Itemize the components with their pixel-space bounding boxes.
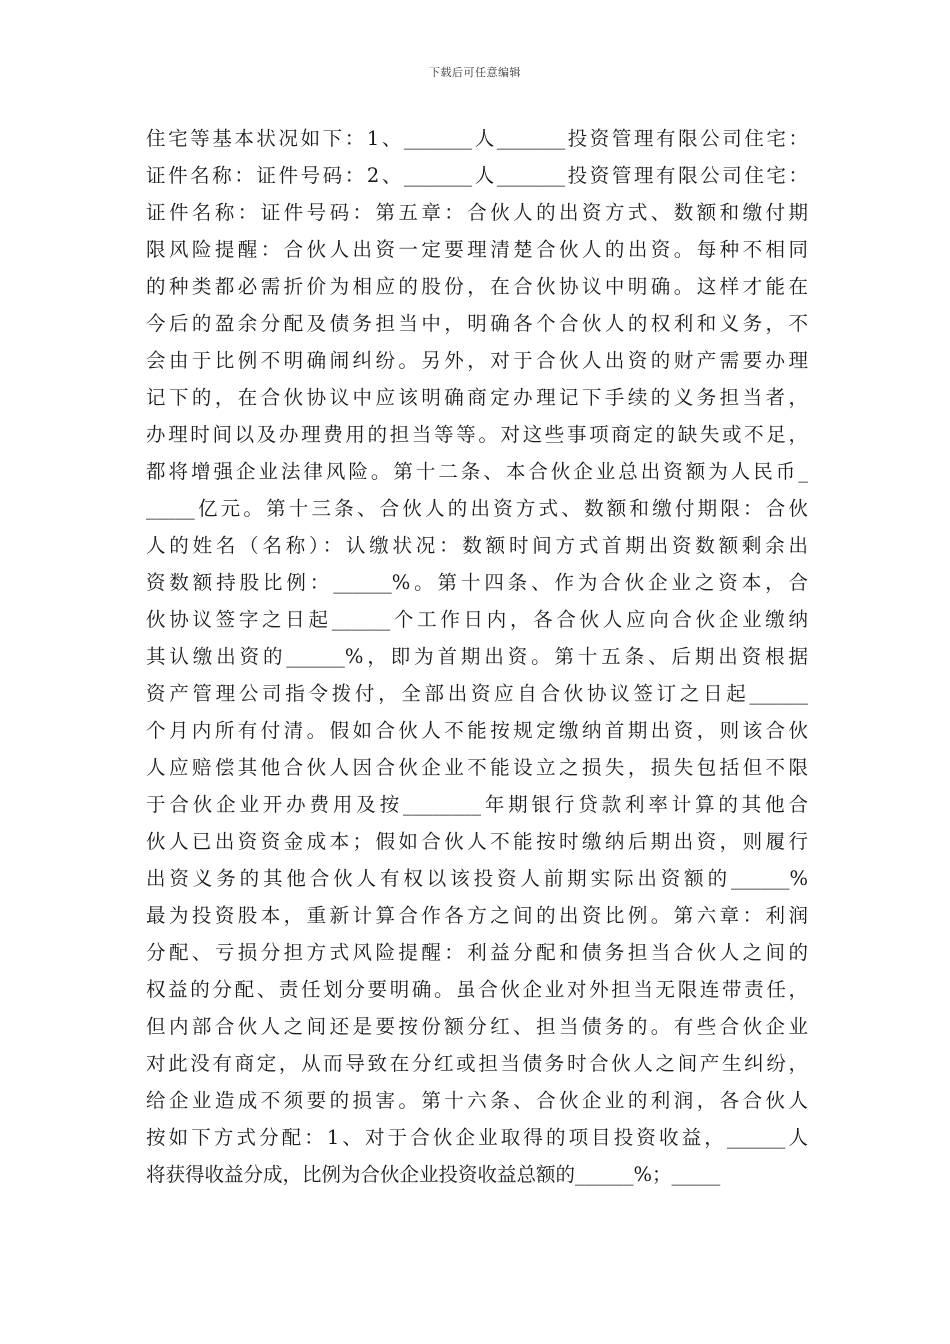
body-line: 于合伙企业开办费用及按________年期银行贷款利率计算的其他合	[146, 793, 808, 816]
body-line: 证件名称：证件号码：2、_______人_______投资管理有限公司住宅：	[146, 164, 808, 187]
body-line: 人的姓名（名称）：认缴状况：数额时间方式首期出资数额剩余出	[146, 534, 808, 557]
body-line: 都将增强企业法律风险。第十二条、本合伙企业总出资额为人民币_	[146, 460, 808, 483]
body-line: 但内部合伙人之间还是要按份额分红、担当债务的。有些合伙企业	[146, 1015, 808, 1038]
body-line: 个月内所有付清。假如合伙人不能按规定缴纳首期出资，则该合伙	[146, 719, 808, 742]
body-line: 伙人已出资资金成本；假如合伙人不能按时缴纳后期出资，则履行	[146, 830, 808, 853]
body-line: 最为投资股本，重新计算合作各方之间的出资比例。第六章：利润	[146, 904, 808, 927]
body-line: 限风险提醒：合伙人出资一定要理清楚合伙人的出资。每种不相同	[146, 238, 808, 261]
body-line: 今后的盈余分配及债务担当中，明确各个合伙人的权利和义务，不	[146, 312, 808, 335]
body-line: 按如下方式分配：1、对于合伙企业取得的项目投资收益，______人	[146, 1126, 808, 1149]
body-line: 证件名称：证件号码：第五章：合伙人的出资方式、数额和缴付期	[146, 201, 808, 224]
body-line: 权益的分配、责任划分要明确。虽合伙企业对外担当无限连带责任，	[146, 978, 808, 1001]
body-line: 住宅等基本状况如下：1、_______人_______投资管理有限公司住宅：	[146, 127, 808, 150]
body-line: 办理时间以及办理费用的担当等等。对这些事项商定的缺失或不足，	[146, 423, 808, 446]
body-line: 资产管理公司指令拨付，全部出资应自合伙协议签订之日起______	[146, 682, 808, 705]
document-body	[146, 120, 808, 1193]
body-line: 将获得收益分成，比例为合伙企业投资收益总额的______%；_____	[146, 1163, 721, 1186]
body-line: 记下的，在合伙协议中应该明确商定办理记下手续的义务担当者，	[146, 386, 808, 409]
body-line: 资数额持股比例：______%。第十四条、作为合伙企业之资本，合	[146, 571, 808, 594]
body-line: 会由于比例不明确闹纠纷。另外，对于合伙人出资的财产需要办理	[146, 349, 808, 372]
body-line: 给企业造成不须要的损害。第十六条、合伙企业的利润，各合伙人	[146, 1089, 808, 1112]
body-line: 出资义务的其他合伙人有权以该投资人前期实际出资额的______%	[146, 867, 808, 890]
body-line: 伙协议签字之日起______个工作日内，各合伙人应向合伙企业缴纳	[146, 608, 808, 631]
page-header: 下载后可任意编辑	[429, 66, 521, 79]
body-line: 的种类都必需折价为相应的股份，在合伙协议中明确。这样才能在	[146, 275, 808, 298]
body-line: 其认缴出资的______%，即为首期出资。第十五条、后期出资根据	[146, 645, 808, 668]
body-line: 分配、亏损分担方式风险提醒：利益分配和债务担当合伙人之间的	[146, 941, 808, 964]
body-line: 对此没有商定，从而导致在分红或担当债务时合伙人之间产生纠纷，	[146, 1052, 808, 1075]
body-line: 人应赔偿其他合伙人因合伙企业不能设立之损失，损失包括但不限	[146, 756, 808, 779]
body-line: _____亿元。第十三条、合伙人的出资方式、数额和缴付期限：合伙	[146, 497, 808, 520]
